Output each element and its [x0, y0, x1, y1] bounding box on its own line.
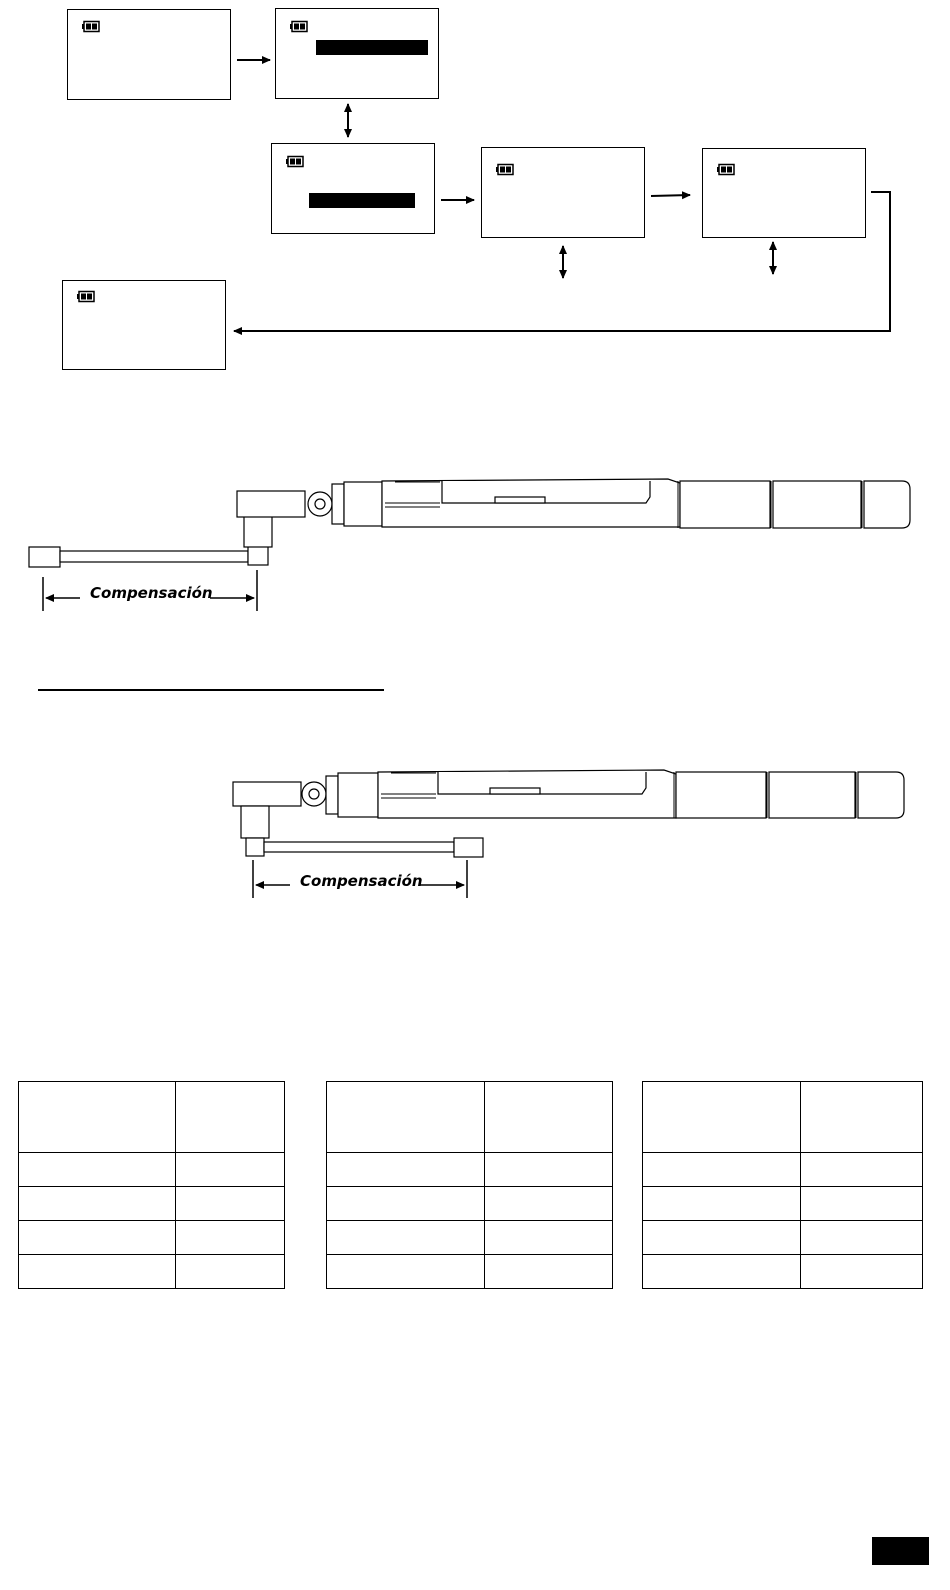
table-row: [327, 1082, 613, 1153]
table-row: [643, 1153, 923, 1187]
table-1: [18, 1081, 285, 1289]
table-row: [643, 1187, 923, 1221]
extension-joint: [246, 838, 264, 856]
table-row: [327, 1221, 613, 1255]
table-row: [327, 1153, 613, 1187]
grip-2: [769, 772, 855, 818]
table-row: [19, 1255, 285, 1289]
adapter: [241, 806, 269, 838]
table-row: [643, 1221, 923, 1255]
table-2: [326, 1081, 613, 1289]
table-row: [643, 1082, 923, 1153]
table-row: [327, 1187, 613, 1221]
drive-head: [233, 782, 301, 806]
compensation-label-2: Compensación: [300, 872, 423, 890]
extension-bar: [264, 842, 454, 852]
page-number-tab: [872, 1537, 929, 1565]
table-row: [19, 1221, 285, 1255]
handle-end: [858, 772, 904, 818]
table-row: [19, 1187, 285, 1221]
compensation-label-1: Compensación: [90, 584, 213, 602]
grip-1: [676, 772, 766, 818]
table-row: [327, 1255, 613, 1289]
table-3: [642, 1081, 923, 1289]
extension-tip: [454, 838, 483, 857]
table-row: [19, 1082, 285, 1153]
table-row: [643, 1255, 923, 1289]
table-row: [19, 1153, 285, 1187]
